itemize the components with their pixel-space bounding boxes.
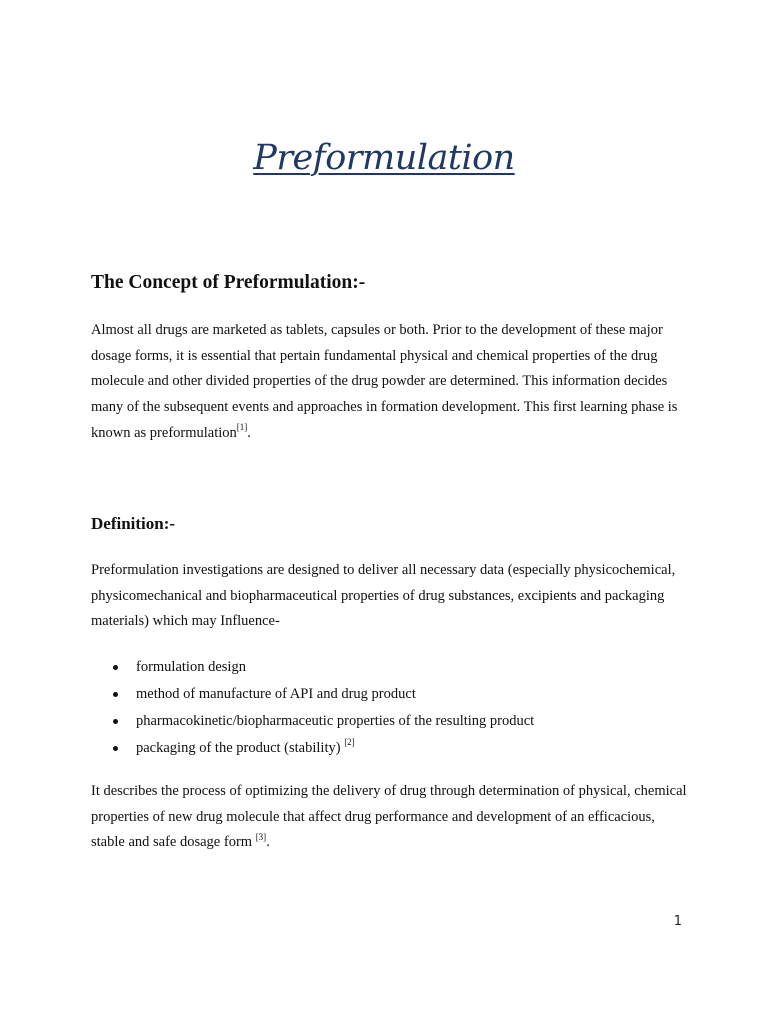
list-item-text: pharmacokinetic/biopharmaceutic properties of the resulting product — [136, 713, 535, 729]
document-title: Preformulation — [253, 138, 515, 178]
concept-paragraph — [91, 318, 691, 447]
list-item — [91, 735, 711, 762]
concept-paragraph-end: . — [247, 424, 251, 441]
section-heading-concept: The Concept of Preformulation:- — [91, 272, 366, 293]
list-item — [91, 681, 711, 708]
concept-paragraph-text: Almost all drugs are marketed as tablets, capsules or both. Prior to the development of these major dosage forms, it is essential that pertain fundamental physical and chemical properties of the drug molecule and other divided properties of the drug powder are determined. This information decides many of the subsequent events and approaches in formation development. This first learning phase is known as preformulation — [91, 322, 678, 441]
bullet-dot-icon — [113, 719, 118, 724]
citation-3: [3] — [255, 831, 267, 842]
bullet-dot-icon — [113, 746, 118, 751]
describes-paragraph-end: . — [266, 834, 270, 851]
bullet-dot-icon — [113, 692, 118, 697]
page-number: 1 — [673, 914, 682, 929]
bullet-dot-icon — [113, 665, 118, 670]
list-item — [91, 708, 711, 735]
list-item-text: method of manufacture of API and drug product — [136, 686, 416, 702]
citation-1: [1] — [236, 421, 248, 432]
section-heading-definition: Definition:- — [91, 514, 176, 533]
list-item-text: packaging of the product (stability) — [136, 740, 345, 756]
list-item — [91, 654, 711, 681]
influence-bullet-list — [91, 654, 711, 762]
list-item-text: formulation design — [136, 659, 246, 675]
definition-paragraph: Preformulation investigations are designed to deliver all necessary data (especially physicochemical, physicomechanical and biopharmaceutical properties of drug substances, excipients and packaging materials) which may Influence- — [91, 562, 676, 630]
describes-paragraph-text: It describes the process of optimizing the delivery of drug through determination of physical, chemical properties of new drug molecule that affect drug performance and development of an efficacious, stable and safe dosage form — [91, 783, 687, 851]
citation-2: [2] — [344, 737, 355, 748]
describes-paragraph — [91, 779, 691, 856]
